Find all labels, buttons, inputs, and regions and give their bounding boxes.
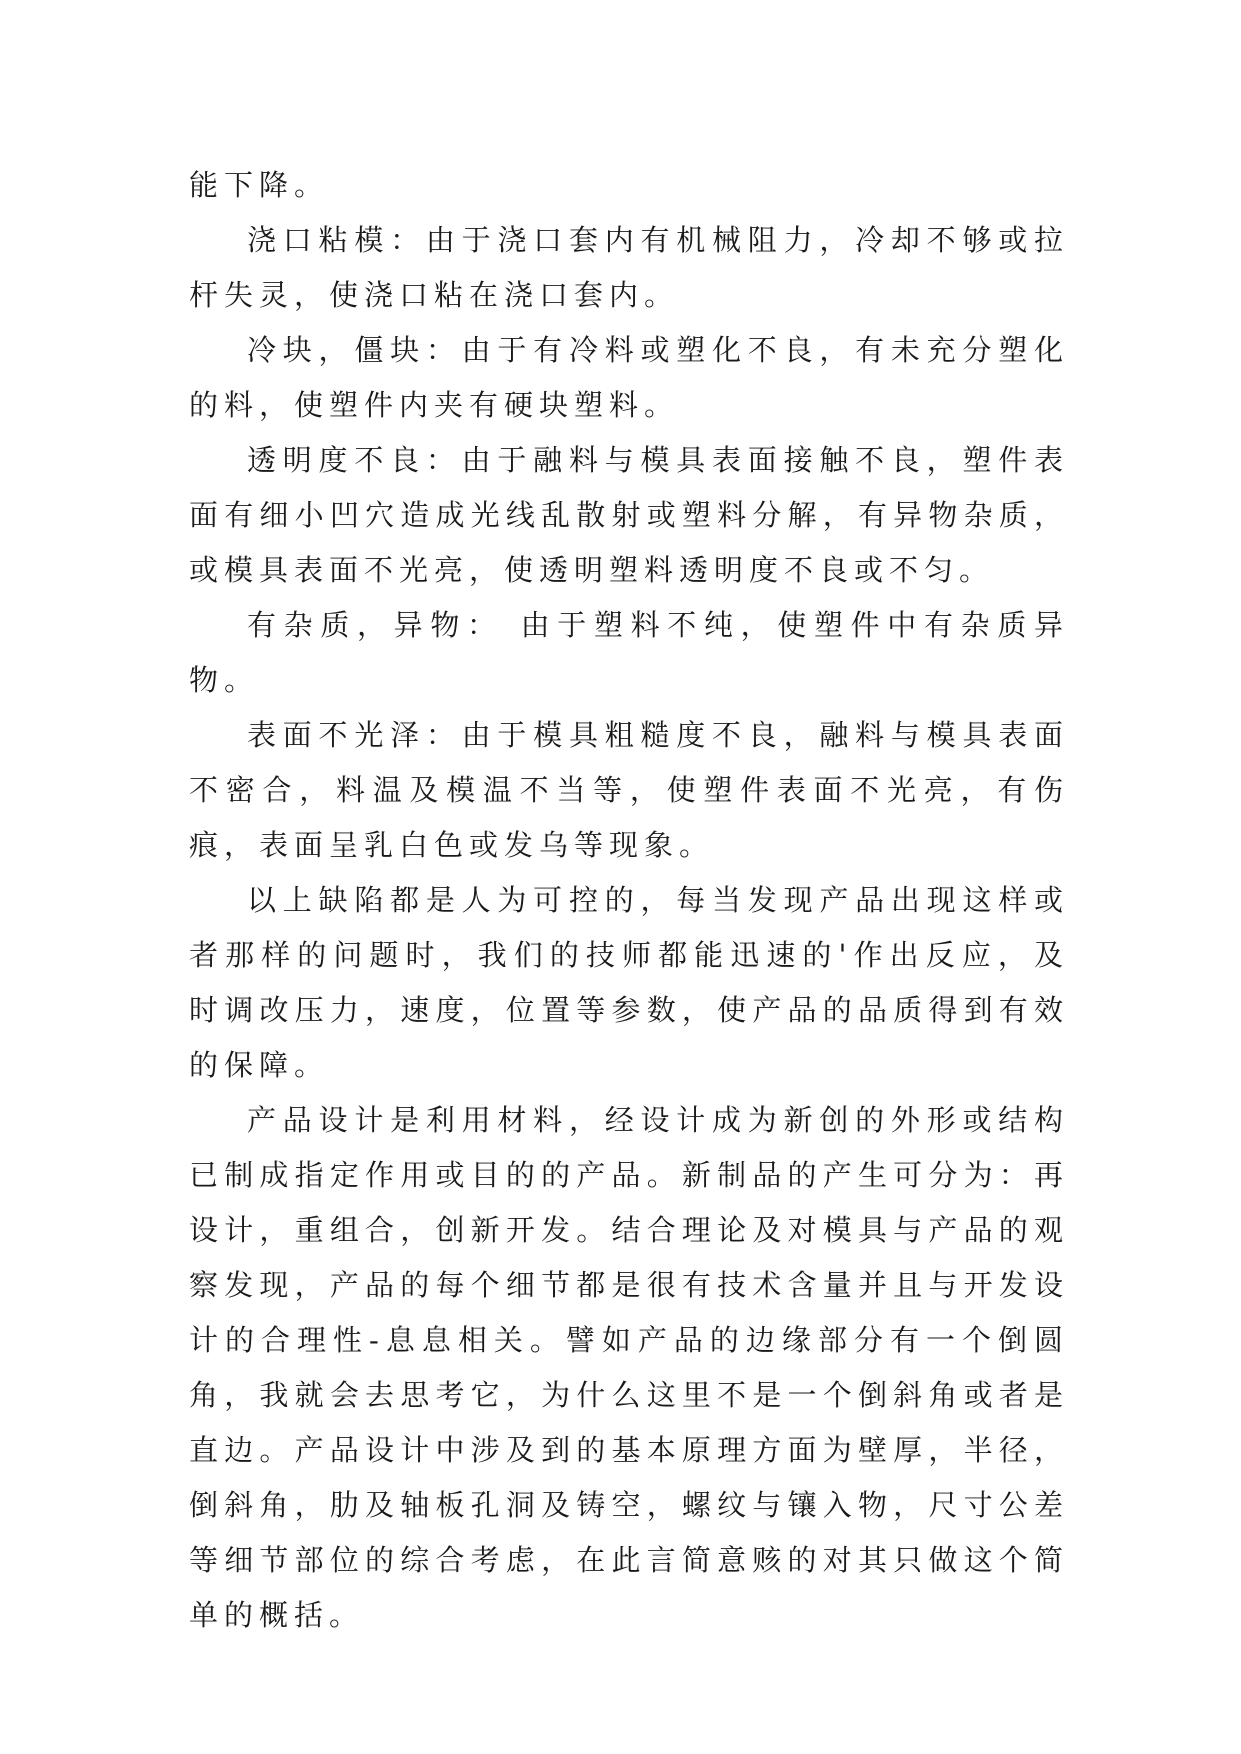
paragraph-impurities: 有杂质，异物： 由于塑料不纯，使塑件中有杂质异物。 [189, 608, 1069, 697]
paragraph-poor-transparency: 透明度不良：由于融料与模具表面接触不良，塑件表面有细小凹穴造成光线乱散射或塑料分解，有异物杂质，或模具表面不光亮，使透明塑料透明度不良或不匀。 [189, 443, 1069, 587]
paragraph-product-design: 产品设计是利用材料，经设计成为新创的外形或结构已制成指定作用或目的的产品。新制品的产生可分为：再设计，重组合，创新开发。结合理论及对模具与产品的观察发现，产品的每个细节都是很有技术含量并且与开发设计的合理性-息息相关。譬如产品的边缘部分有一个倒圆角，我就会去思考它，为什么这里不是一个倒斜角或者是直边。产品设计中涉及到的基本原理方面为壁厚，半径，倒斜角，肋及轴板孔洞及铸空，螺纹与镶入物，尺寸公差等细节部位的综合考虑，在此言简意赅的对其只做这个简单的概括。 [189, 1103, 1069, 1632]
document-body [189, 158, 1069, 1643]
paragraph-gate-sticking: 浇口粘模：由于浇口套内有机械阻力，冷却不够或拉杆失灵，使浇口粘在浇口套内。 [189, 223, 1069, 312]
paragraph-dull-surface: 表面不光泽：由于模具粗糙度不良，融料与模具表面不密合，料温及模温不当等，使塑件表面不光亮，有伤痕，表面呈乳白色或发乌等现象。 [189, 718, 1069, 862]
paragraph-cold-slug: 冷块，僵块：由于有冷料或塑化不良，有未充分塑化的料，使塑件内夹有硬块塑料。 [189, 333, 1069, 422]
paragraph-controllable-defects: 以上缺陷都是人为可控的，每当发现产品出现这样或者那样的问题时，我们的技师都能迅速的'作出反应，及时调改压力，速度，位置等参数，使产品的品质得到有效的保障。 [189, 883, 1069, 1082]
paragraph-continuation: 能下降。 [189, 168, 330, 202]
